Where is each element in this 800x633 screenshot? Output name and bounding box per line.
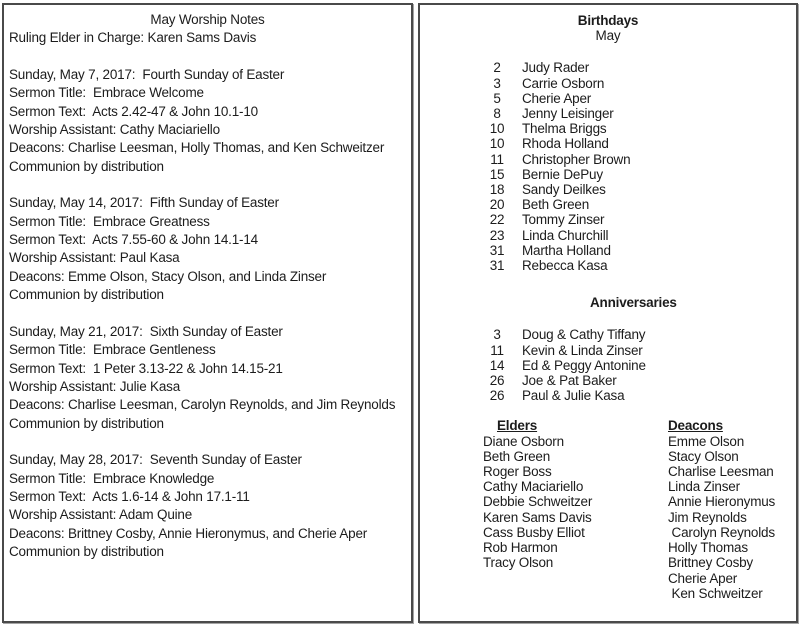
birthday-day: 22 bbox=[489, 212, 505, 228]
anniversary-row bbox=[420, 327, 796, 342]
sermon-title-line: Sermon Title: Embrace Greatness bbox=[9, 213, 210, 229]
section-date-line: Sunday, May 7, 2017: Fourth Sunday of Easter bbox=[9, 67, 285, 83]
birthday-day: 23 bbox=[489, 227, 505, 243]
worship-section-may14 bbox=[9, 194, 406, 304]
birthday-name: Cherie Aper bbox=[522, 90, 592, 106]
worship-section-may28 bbox=[9, 451, 406, 561]
birthday-row bbox=[420, 228, 796, 243]
communion-line: Communion by distribution bbox=[9, 158, 164, 174]
deacon-list bbox=[668, 434, 796, 601]
worship-assistant-line: Worship Assistant: Cathy Maciariello bbox=[9, 122, 220, 138]
deacon-name: Charlise Leesman bbox=[668, 464, 774, 480]
anniversary-name: Doug & Cathy Tiffany bbox=[522, 327, 646, 343]
anniversary-day: 11 bbox=[490, 342, 504, 358]
elder-name: Debbie Schweitzer bbox=[483, 494, 593, 510]
birthdays-month: May bbox=[595, 28, 621, 44]
birthday-day: 5 bbox=[493, 90, 501, 106]
section-date-line: Sunday, May 28, 2017: Seventh Sunday of Easter bbox=[9, 452, 302, 468]
worship-assistant-line: Worship Assistant: Paul Kasa bbox=[9, 250, 180, 266]
worship-assistant-line: Worship Assistant: Adam Quine bbox=[9, 507, 193, 523]
birthday-name: Jenny Leisinger bbox=[522, 106, 614, 122]
elder-name: Tracy Olson bbox=[483, 555, 554, 571]
worship-assistant-line: Worship Assistant: Julie Kasa bbox=[9, 378, 181, 394]
birthday-name: Tommy Zinser bbox=[522, 212, 605, 228]
elder-list bbox=[483, 434, 668, 571]
birthday-row bbox=[420, 106, 796, 121]
elder-name: Karen Sams Davis bbox=[483, 509, 592, 525]
deacon-name: Holly Thomas bbox=[668, 540, 748, 556]
elder-name: Rob Harmon bbox=[483, 540, 558, 556]
section-date-line: Sunday, May 14, 2017: Fifth Sunday of Easter bbox=[9, 195, 279, 211]
birthday-row bbox=[420, 76, 796, 91]
communion-line: Communion by distribution bbox=[9, 287, 164, 303]
worship-section-may7 bbox=[9, 66, 406, 176]
elders-column bbox=[483, 418, 668, 600]
birthday-day: 11 bbox=[490, 151, 504, 167]
birthday-row bbox=[420, 91, 796, 106]
birthday-name: Thelma Briggs bbox=[522, 121, 607, 137]
deacon-name: Cherie Aper bbox=[668, 570, 738, 586]
birthday-row bbox=[420, 167, 796, 182]
deacons-line: Deacons: Charlise Leesman, Holly Thomas, and Ken Schweitzer bbox=[9, 140, 385, 156]
birthday-day: 31 bbox=[489, 258, 505, 274]
communion-line: Communion by distribution bbox=[9, 543, 164, 559]
birthday-name: Carrie Osborn bbox=[522, 75, 605, 91]
sermon-text-line: Sermon Text: Acts 2.42-47 & John 10.1-10 bbox=[9, 103, 258, 119]
deacon-name: Ken Schweitzer bbox=[668, 585, 763, 601]
birthday-row bbox=[420, 197, 796, 212]
deacon-name: Stacy Olson bbox=[668, 448, 739, 464]
deacon-name: Linda Zinser bbox=[668, 479, 740, 495]
birthday-name: Bernie DePuy bbox=[522, 166, 603, 182]
elder-name: Cass Busby Elliot bbox=[483, 524, 585, 540]
birthdays-heading: Birthdays bbox=[577, 13, 639, 28]
elders-heading: Elders bbox=[497, 418, 538, 434]
deacon-name: Annie Hieronymus bbox=[668, 494, 776, 510]
deacons-line: Deacons: Charlise Leesman, Carolyn Reynolds, and Jim Reynolds bbox=[9, 397, 396, 413]
birthday-day: 3 bbox=[493, 75, 501, 91]
events-panel bbox=[418, 3, 798, 623]
officers-columns bbox=[483, 418, 796, 600]
anniversary-row bbox=[420, 388, 796, 403]
anniversary-row bbox=[420, 358, 796, 373]
birthday-name: Martha Holland bbox=[522, 242, 611, 258]
deacons-line: Deacons: Emme Olson, Stacy Olson, and Linda Zinser bbox=[9, 268, 327, 284]
birthday-day: 10 bbox=[489, 136, 505, 152]
elder-name: Cathy Maciariello bbox=[483, 479, 584, 495]
section-date-line: Sunday, May 21, 2017: Sixth Sunday of Easter bbox=[9, 323, 283, 339]
birthday-row bbox=[420, 258, 796, 273]
birthday-name: Beth Green bbox=[522, 197, 590, 213]
anniversary-name: Ed & Peggy Antonine bbox=[522, 357, 646, 373]
sermon-title-line: Sermon Title: Embrace Welcome bbox=[9, 85, 204, 101]
birthday-row bbox=[420, 243, 796, 258]
sermon-title-line: Sermon Title: Embrace Gentleness bbox=[9, 342, 216, 358]
birthday-day: 18 bbox=[489, 182, 505, 198]
birthday-name: Christopher Brown bbox=[522, 151, 631, 167]
anniversary-list bbox=[420, 327, 796, 403]
birthday-day: 15 bbox=[489, 166, 505, 182]
page-title: May Worship Notes bbox=[150, 12, 265, 27]
deacons-heading: Deacons bbox=[668, 418, 723, 434]
worship-section-may21 bbox=[9, 323, 406, 433]
deacons-line: Deacons: Brittney Cosby, Annie Hieronymus, and Cherie Aper bbox=[9, 525, 368, 541]
birthday-name: Rhoda Holland bbox=[522, 136, 609, 152]
birthday-name: Rebecca Kasa bbox=[522, 258, 608, 274]
elder-name: Roger Boss bbox=[483, 464, 552, 480]
anniversaries-heading: Anniversaries bbox=[590, 295, 677, 311]
anniversary-day: 14 bbox=[489, 357, 505, 373]
birthday-day: 20 bbox=[489, 197, 505, 213]
sermon-text-line: Sermon Text: Acts 7.55-60 & John 14.1-14 bbox=[9, 232, 258, 248]
anniversary-row bbox=[420, 373, 796, 388]
birthday-row bbox=[420, 212, 796, 227]
sermon-text-line: Sermon Text: 1 Peter 3.13-22 & John 14.15-21 bbox=[9, 360, 283, 376]
deacon-name: Carolyn Reynolds bbox=[668, 524, 775, 540]
birthday-row bbox=[420, 152, 796, 167]
birthday-row bbox=[420, 182, 796, 197]
deacon-name: Emme Olson bbox=[668, 433, 745, 449]
birthday-name: Linda Churchill bbox=[522, 227, 609, 243]
ruling-elder-line: Ruling Elder in Charge: Karen Sams Davis bbox=[9, 30, 257, 46]
birthday-day: 8 bbox=[493, 106, 501, 122]
birthday-row bbox=[420, 60, 796, 75]
anniversary-name: Kevin & Linda Zinser bbox=[522, 342, 643, 358]
deacon-name: Jim Reynolds bbox=[668, 509, 747, 525]
sermon-title-line: Sermon Title: Embrace Knowledge bbox=[9, 470, 215, 486]
birthday-list bbox=[420, 60, 796, 273]
deacon-name: Brittney Cosby bbox=[668, 555, 753, 571]
deacons-column bbox=[668, 418, 796, 600]
birthday-row bbox=[420, 121, 796, 136]
birthday-name: Judy Rader bbox=[522, 60, 590, 76]
birthday-day: 10 bbox=[489, 121, 505, 137]
communion-line: Communion by distribution bbox=[9, 415, 164, 431]
sermon-text-line: Sermon Text: Acts 1.6-14 & John 17.1-11 bbox=[9, 488, 250, 504]
elder-name: Diane Osborn bbox=[483, 433, 564, 449]
elder-name: Beth Green bbox=[483, 448, 551, 464]
birthday-row bbox=[420, 136, 796, 151]
anniversary-day: 26 bbox=[489, 373, 505, 389]
anniversary-day: 3 bbox=[493, 327, 501, 343]
anniversary-name: Joe & Pat Baker bbox=[522, 373, 617, 389]
anniversary-name: Paul & Julie Kasa bbox=[522, 388, 625, 404]
birthday-day: 31 bbox=[489, 242, 505, 258]
birthday-name: Sandy Deilkes bbox=[522, 182, 606, 198]
anniversary-day: 26 bbox=[489, 388, 505, 404]
anniversary-row bbox=[420, 343, 796, 358]
birthday-day: 2 bbox=[493, 60, 501, 76]
worship-notes-panel bbox=[2, 3, 413, 623]
